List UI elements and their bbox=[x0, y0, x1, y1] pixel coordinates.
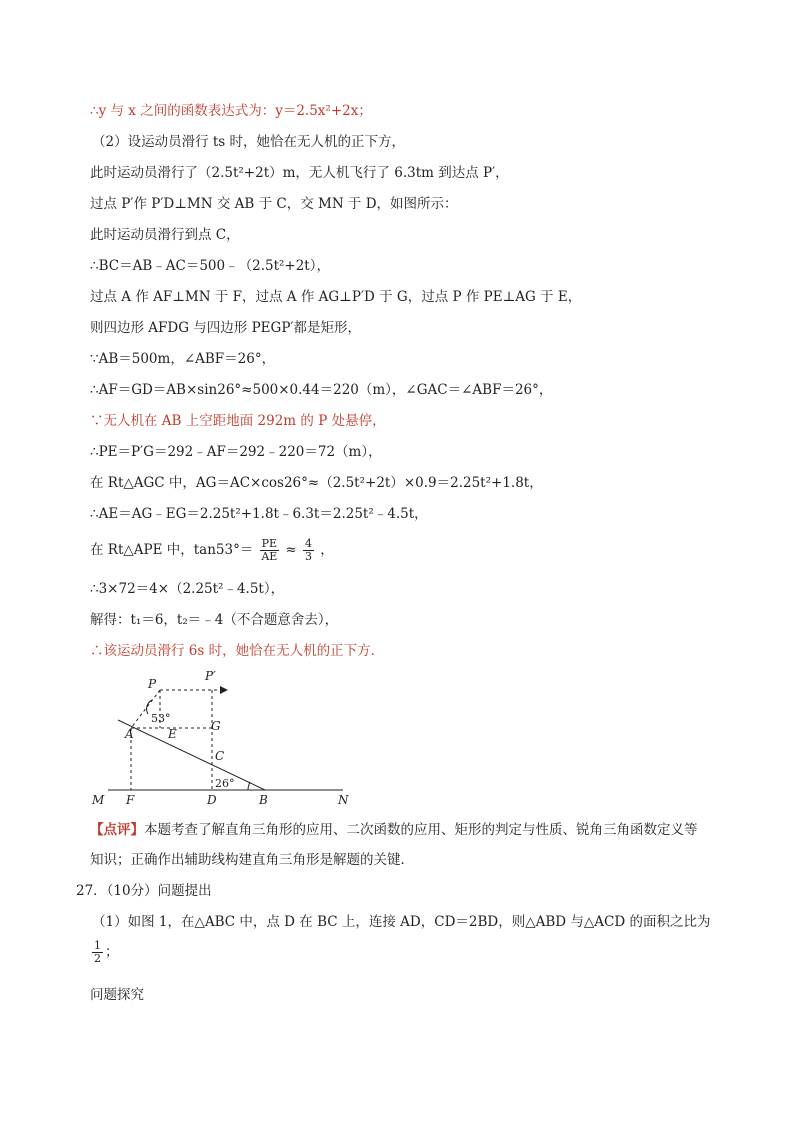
tan-line bbox=[90, 538, 334, 563]
fraction-numerator: PE bbox=[261, 537, 278, 550]
comment-line-1 bbox=[90, 820, 698, 840]
solution-line-5: 此时运动员滑行到点 C， bbox=[90, 227, 240, 243]
label-p: P bbox=[148, 677, 157, 691]
comment-tag: 【点评】 bbox=[90, 822, 144, 838]
fraction-denominator: AE bbox=[261, 550, 278, 563]
geometry-figure bbox=[88, 668, 358, 810]
label-a: A bbox=[125, 727, 134, 741]
tan-suffix: ， bbox=[320, 542, 334, 558]
section-heading-explore: 问题探究 bbox=[90, 987, 144, 1003]
solution-line-11: ∵无人机在 AB 上空距地面 292m 的 P 处悬停， bbox=[90, 413, 386, 429]
label-angle-26: 26° bbox=[215, 777, 235, 790]
label-f: F bbox=[126, 793, 135, 807]
answer-fraction bbox=[90, 940, 119, 965]
solution-line-9: ∵AB＝500m，∠ABF＝26°， bbox=[90, 351, 276, 367]
solution-line-14: ∴AE＝AG﹣EG＝2.25t²+1.8t﹣6.3t＝2.25t²﹣4.5t， bbox=[90, 506, 428, 522]
solution-line-2: （2）设运动员滑行 ts 时，她恰在无人机的正下方， bbox=[92, 134, 406, 150]
label-m: M bbox=[92, 793, 105, 807]
solution-line-1: ∴y 与 x 之间的函数表达式为：y＝2.5x²+2x； bbox=[90, 103, 372, 119]
label-b: B bbox=[259, 793, 268, 807]
label-c: C bbox=[215, 749, 225, 763]
line-ab bbox=[118, 720, 265, 790]
solution-line-3: 此时运动员滑行了（2.5t²+2t）m，无人机飞行了 6.3tm 到达点 P′， bbox=[90, 165, 509, 181]
label-n: N bbox=[338, 793, 349, 807]
question-27-part1: （1）如图 1，在△ABC 中，点 D 在 BC 上，连接 AD，CD＝2BD，则△ABD 与△ACD 的面积之比为 bbox=[92, 914, 711, 930]
solution-line-18: ∴该运动员滑行 6s 时，她恰在无人机的正下方． bbox=[90, 643, 385, 659]
answer-suffix: ； bbox=[105, 944, 119, 960]
label-e: E bbox=[168, 727, 177, 741]
fraction-pe-ae bbox=[260, 538, 279, 563]
solution-line-10: ∴AF＝GD＝AB×sin26°≈500×0.44＝220（m），∠GAC＝∠ABF＝26°， bbox=[90, 382, 553, 398]
solution-line-8: 则四边形 AFDG 与四边形 PEGP′都是矩形， bbox=[90, 320, 361, 336]
fraction-1-2 bbox=[92, 940, 103, 965]
label-angle-53: 53° bbox=[151, 712, 171, 725]
solution-line-16: ∴3×72＝4×（2.25t²﹣4.5t）， bbox=[90, 581, 285, 597]
comment-text-1: 本题考查了解直角三角形的应用、二次函数的应用、矩形的判定与性质、锐角三角函数定义等 bbox=[144, 822, 698, 838]
angle-26-arc bbox=[248, 782, 250, 790]
solution-line-7: 过点 A 作 AF⊥MN 于 F，过点 A 作 AG⊥P′D 于 G，过点 P 作 PE⊥AG 于 E， bbox=[90, 289, 582, 305]
tan-prefix: 在 Rt△APE 中，tan53°＝ bbox=[90, 542, 254, 558]
question-27-title: 27．（10分）问题提出 bbox=[76, 883, 212, 899]
comment-line-2: 知识；正确作出辅助线构建直角三角形是解题的关键． bbox=[90, 852, 414, 868]
fraction-denominator: 2 bbox=[94, 952, 101, 965]
solution-line-13: 在 Rt△AGC 中，AG＝AC×cos26°≈（2.5t²+2t）×0.9＝2.25t²+1.8t， bbox=[90, 475, 543, 491]
fraction-denominator: 3 bbox=[304, 550, 312, 563]
fraction-numerator: 4 bbox=[304, 537, 312, 550]
arrow-head bbox=[220, 686, 228, 694]
solution-line-6: ∴BC＝AB﹣AC＝500﹣（2.5t²+2t）， bbox=[90, 258, 330, 274]
solution-line-4: 过点 P′作 P′D⊥MN 交 AB 于 C，交 MN 于 D，如图所示： bbox=[90, 196, 458, 212]
label-g: G bbox=[211, 719, 221, 733]
fraction-numerator: 1 bbox=[94, 939, 101, 952]
label-p-prime: P′ bbox=[205, 669, 216, 683]
fraction-4-3 bbox=[303, 538, 314, 563]
solution-line-12: ∴PE＝P′G＝292﹣AF＝292﹣220＝72（m）， bbox=[90, 444, 382, 460]
label-d: D bbox=[207, 793, 217, 807]
approx-sign: ≈ bbox=[285, 542, 297, 558]
solution-line-17: 解得：t₁＝6，t₂＝﹣4（不合题意舍去）， bbox=[90, 612, 339, 628]
